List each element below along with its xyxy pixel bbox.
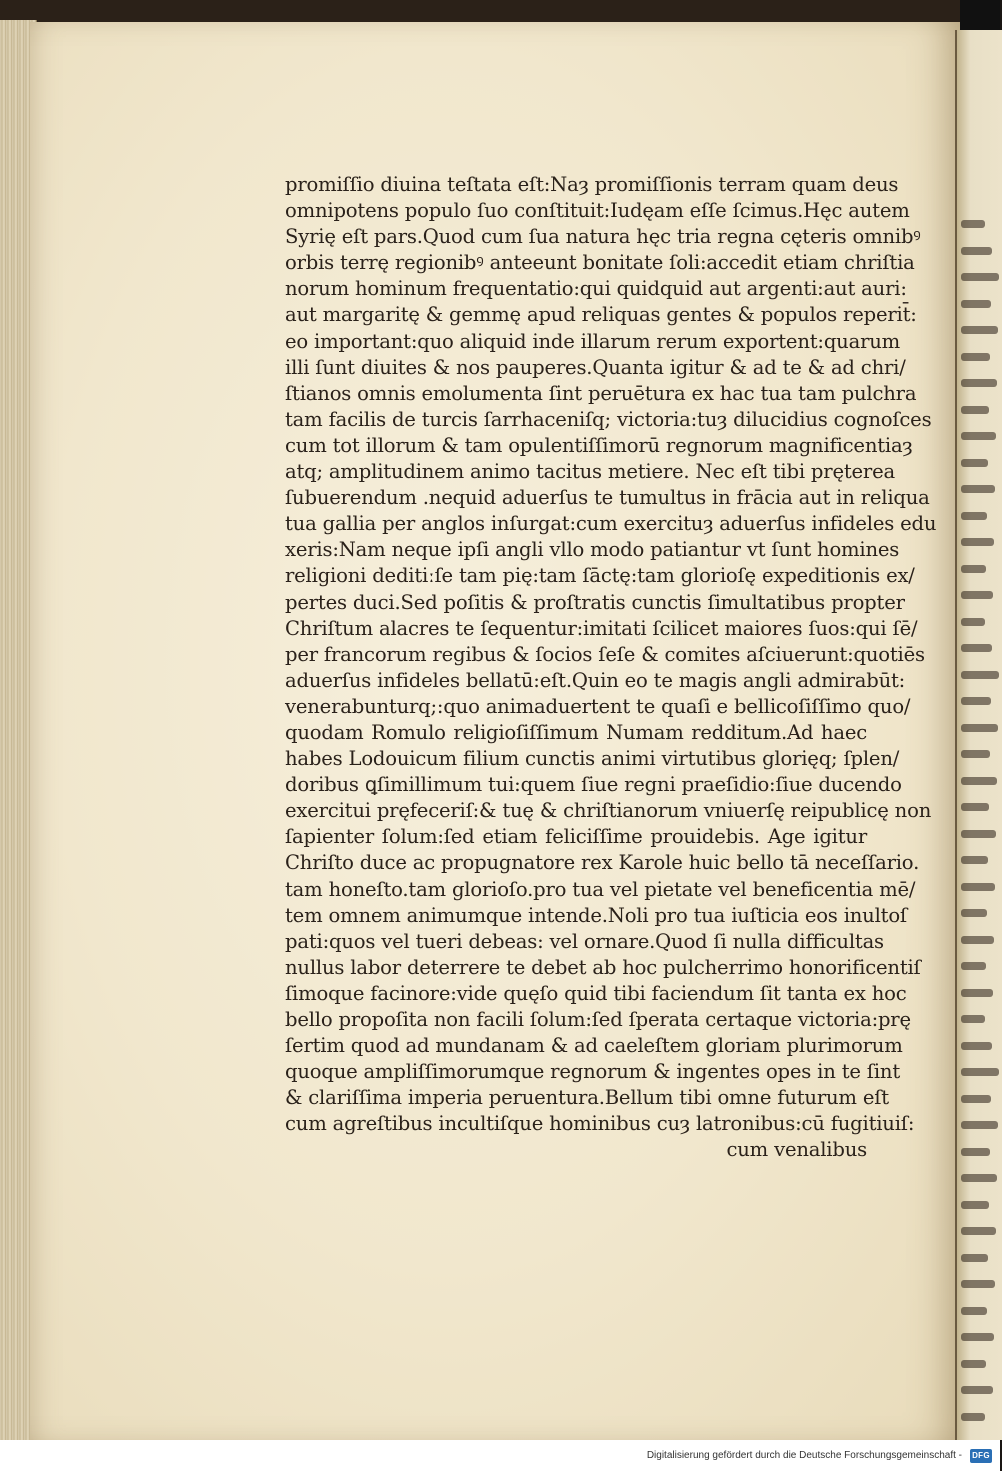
facing-page-text-fragment: [961, 459, 988, 467]
text-line: venerabunturq;:quo animaduertent te quaſi e bellicoſiſſimo quo/: [285, 694, 911, 718]
dfg-logo-text: DFG: [972, 1451, 990, 1460]
text-line: ſimoque facinore:vide quęſo quid tibi faciendum ſit tanta ex hoc: [285, 981, 907, 1005]
text-line: Chriſtum alacres te ſequentur:imitati ſcilicet maiores ſuos:qui ſē/: [285, 616, 918, 640]
facing-page-text-fragment: [961, 512, 987, 520]
facing-page-text-fragment: [961, 1148, 990, 1156]
text-line: aduerſus infideles bellatū:eſt.Quin eo te magis angli admirabūt:: [285, 668, 906, 692]
text-line: illi ſunt diuites & nos pauperes.Quanta igitur & ad te & ad chri/: [285, 355, 906, 379]
text-line: tam facilis de turcis ſarrhaceniſq; victoria:tuȝ dilucidius cognoſces: [285, 407, 932, 431]
facing-page-text-fragment: [961, 591, 993, 599]
facing-page-text-fragment: [961, 724, 998, 732]
text-line: nullus labor deterrere te debet ab hoc pulcherrimo honorificentiſ: [285, 955, 921, 979]
facing-page-text-fragment: [961, 936, 994, 944]
facing-page-text-fragment: [961, 353, 990, 361]
facing-page-text-fragment: [961, 618, 985, 626]
facing-page-text-fragment: [961, 1307, 987, 1315]
facing-page-text-fragment: [961, 1360, 986, 1368]
text-line: quoque ampliſſimorumque regnorum & ingentes opes in te ſint: [285, 1060, 900, 1084]
funding-credit: Digitalisierung gefördert durch die Deutsche Forschungsgemeinschaft -: [646, 1450, 962, 1461]
facing-page-text-fragment: [961, 962, 986, 970]
text-line: orbis terrę regionibꝰ anteeunt bonitate ſoli:accedit etiam chriſtia: [285, 251, 915, 275]
facing-page-text-fragment: [961, 485, 995, 493]
facing-page-text-fragment: [961, 1121, 998, 1129]
facing-page-text-fragment: [961, 565, 986, 573]
facing-page-text-fragment: [961, 1095, 991, 1103]
facing-page-text-fragment: [961, 1042, 992, 1050]
facing-page-text-fragment: [961, 883, 995, 891]
facing-page-text-fragment: [961, 909, 987, 917]
text-line: doribus ꝗſimillimum tui:quem ſiue regni praeſidio:ſiue ducendo: [285, 773, 902, 797]
facing-page-text-fragment: [961, 750, 990, 758]
facing-page-text-fragment: [961, 273, 999, 281]
facing-page-text-fragment: [961, 432, 996, 440]
text-line: pati:quos vel tueri debeas: vel ornare.Quod ſi nulla difficultas: [285, 929, 884, 953]
text-line: ſtianos omnis emolumenta ſint peruētura ex hac tua tam pulchra: [285, 381, 917, 405]
facing-page-text-fragment: [961, 379, 997, 387]
facing-page-text-fragment: [961, 777, 997, 785]
digitization-footer: [0, 1440, 1000, 1471]
facing-page-text-fragment: [961, 1227, 996, 1235]
text-line: tua gallia per anglos inſurgat:cum exercituȝ aduerſus infideles edu: [285, 512, 937, 536]
text-line: bello propoſita non facili ſolum:ſed ſperata certaque victoria:prę: [285, 1008, 911, 1031]
text-line: quodam Romulo religioſiſſimum Numam redditum.Ad haec: [285, 720, 867, 744]
facing-page-text-fragment: [961, 1174, 997, 1182]
facing-page-text-fragment: [961, 803, 989, 811]
facing-page-text-fragment: [961, 671, 999, 679]
text-line: ſertim quod ad mundanam & ad caeleſtem gloriam plurimorum: [285, 1034, 903, 1058]
facing-page-text-fragment: [961, 644, 992, 652]
facing-page-text-fragment: [961, 538, 994, 546]
text-line: ſubuerendum .nequid aduerſus te tumultus in frācia aut in reliqua: [285, 486, 930, 510]
facing-page-text-fragment: [961, 989, 993, 997]
text-line: atq; amplitudinem animo tacitus metiere. Nec eſt tibi pręterea: [285, 460, 895, 484]
text-line: & clariſſima imperia peruentura.Bellum tibi omne futurum eſt: [285, 1086, 889, 1110]
text-line: Chriſto duce ac propugnatore rex Karole huic bello tā neceſſario.: [285, 851, 920, 875]
facing-page-text-fragment: [961, 300, 991, 308]
text-line: cum tot illorum & tam opulentiſſimorū regnorum magnificentiaȝ: [285, 433, 913, 457]
text-line: exercitui pręfeceriſ:& tuę & chriſtianorum vniuerſę reipublicę non: [285, 799, 932, 823]
text-line: per francorum regibus & ſocios ſeſe & comites aſciuerunt:quotiēs: [285, 642, 925, 666]
facing-page-text-fragment: [961, 326, 998, 334]
dfg-logo[interactable]: [970, 1449, 992, 1463]
text-line: eo important:quo aliquid inde illarum rerum exportent:quarum: [285, 329, 901, 353]
text-line: tem omnem animumque intende.Noli pro tua iuſticia eos inultoſ: [285, 903, 907, 927]
text-line: norum hominum frequentatio:qui quidquid aut argenti:aut auri:: [285, 277, 907, 301]
text-line: ſapienter ſolum:ſed etiam feliciſſime prouidebis. Age igitur: [285, 825, 867, 849]
text-line: religioni deditiːſe tam pię:tam ſāctę:tam glorioſę expeditionis ex/: [285, 564, 915, 588]
facing-page-text-fragment: [961, 1068, 999, 1076]
text-line: xeris:Nam neque ipſi angli vllo modo patiantur vt ſunt homines: [285, 538, 900, 562]
text-line: tam honeſto.tam glorioſo.pro tua vel pietate vel beneficentia mē/: [285, 877, 916, 901]
facing-page-text-fragment: [961, 856, 988, 864]
facing-page-text-fragment: [961, 1413, 985, 1421]
facing-page-text-fragment: [961, 247, 992, 255]
facing-page-text-fragment: [961, 1280, 995, 1288]
facing-page-text-fragment: [961, 830, 996, 838]
facing-page-text-fragment: [961, 1015, 985, 1023]
facing-page-text-fragment: [961, 1333, 994, 1341]
facing-page-text-fragment: [961, 1201, 989, 1209]
text-line: omnipotens populo ſuo conſtituit:Iudęam eſſe ſcimus.Hęc autem: [285, 199, 910, 223]
facing-page-text-fragment: [961, 697, 991, 705]
facing-page-text-fragment: [961, 406, 989, 414]
text-line: Syrię eſt pars.Quod cum ſua natura hęc tria regna cęteris omnibꝰ: [285, 225, 921, 249]
text-line: promiſſio diuina teſtata eſt:Naȝ promiſſionis terram quam deus: [285, 173, 899, 196]
catchword: cum venalibus: [726, 1138, 867, 1162]
facing-page-text-fragment: [961, 1386, 993, 1394]
text-line: aut margaritę & gemmę apud reliquas gentes & populos reperit̄:: [285, 303, 917, 327]
text-line: cum agreſtibus incultiſque hominibus cuȝ latronibus:cū fugitiuiſ:: [285, 1112, 915, 1136]
text-line: pertes duci.Sed poſitis & proſtratis cunctis ſimultatibus propter: [285, 590, 905, 614]
page-text-block: [285, 172, 937, 1164]
facing-page-text-fragment: [961, 1254, 988, 1262]
facing-page-text-fragment: [961, 220, 985, 228]
text-line: habes Lodouicum filium cunctis animi virtutibus glorięq; ſplen/: [285, 747, 900, 771]
facing-page-edge: [955, 30, 1002, 1440]
